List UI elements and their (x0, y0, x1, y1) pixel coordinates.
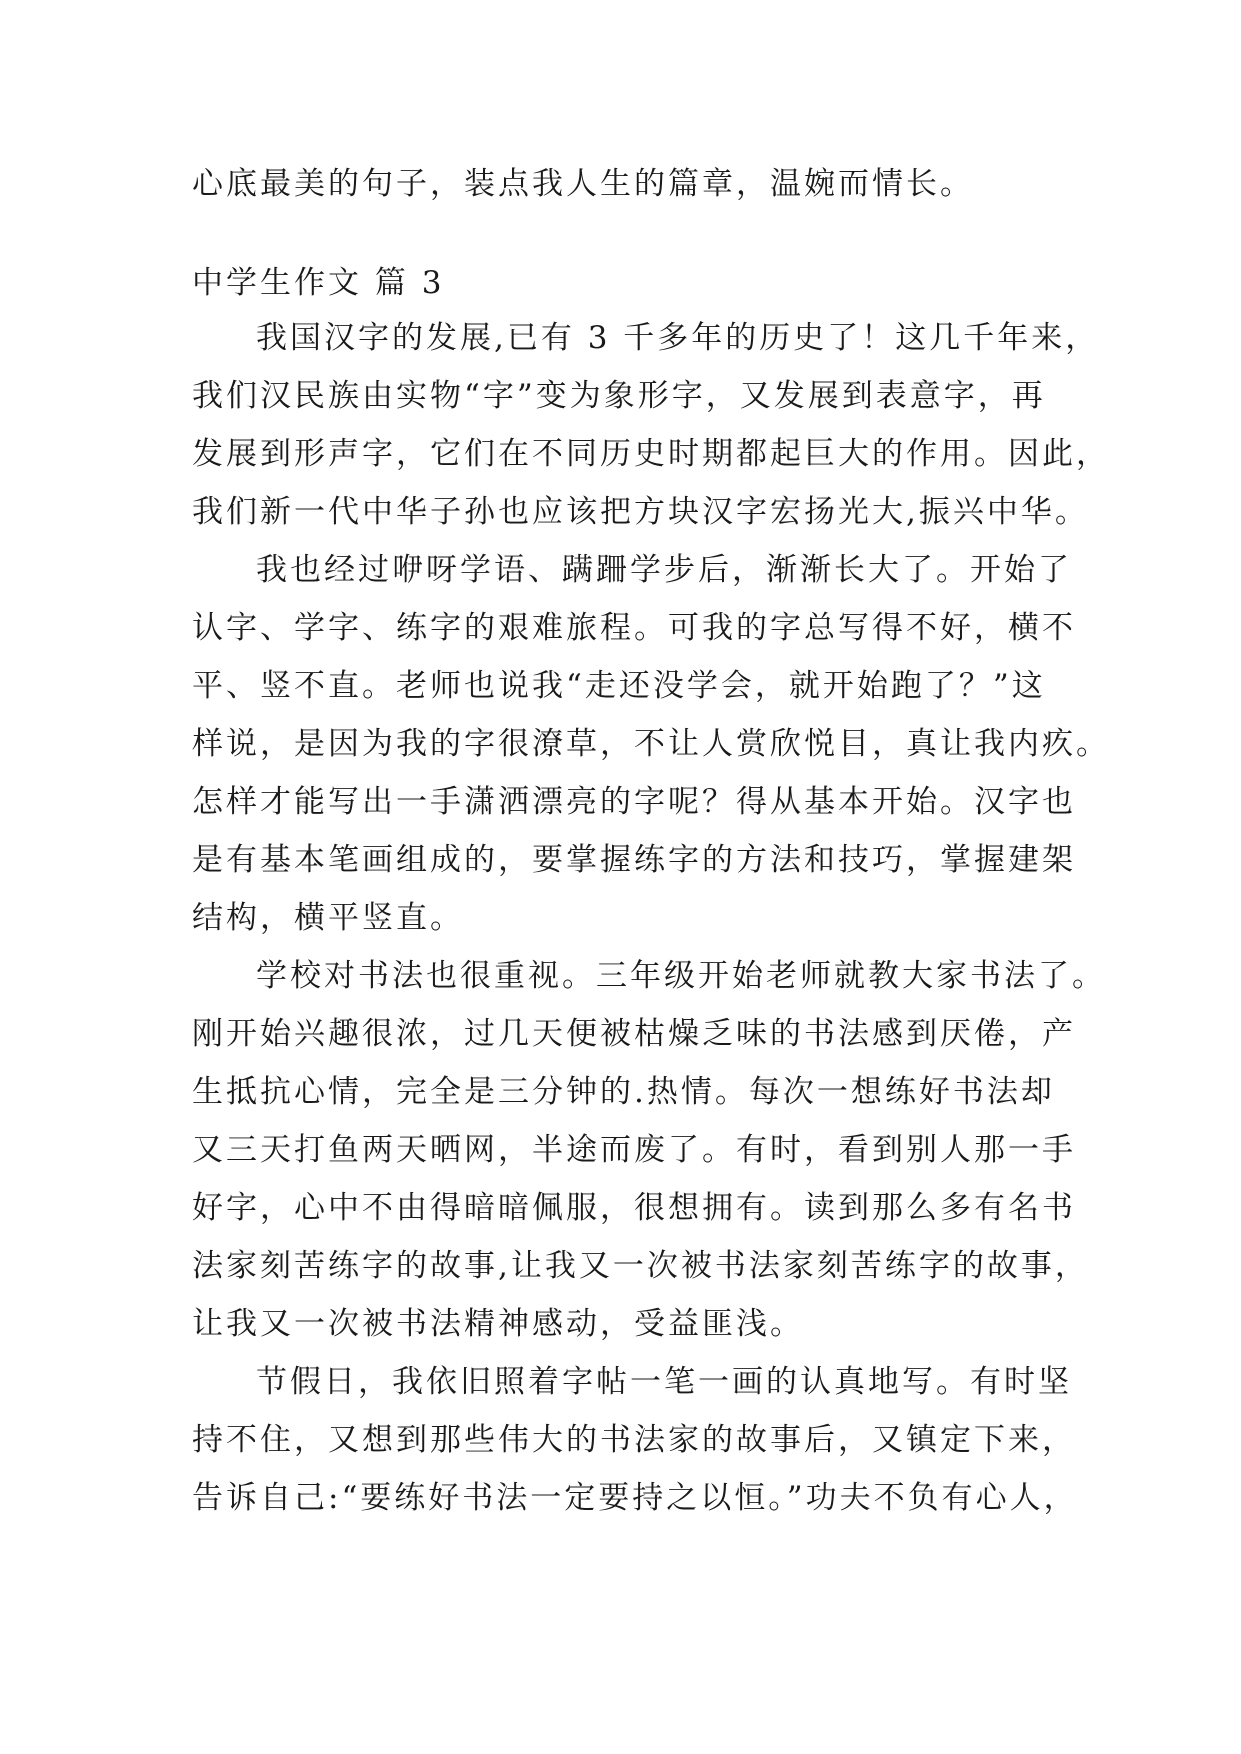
heading-text: 中学生作文 篇 3 (192, 265, 445, 301)
intro-line: 心底最美的句子，装点我人生的篇章，温婉而情长。 (192, 166, 974, 202)
paragraph-line: 让我又一次被书法精神感动，受益匪浅。 (192, 1306, 804, 1342)
paragraph-line: 结构，横平竖直。 (192, 900, 464, 936)
article-body (192, 309, 1110, 1527)
paragraph-line: 怎样才能写出一手潇洒漂亮的字呢？得从基本开始。汉字也 (192, 784, 1076, 820)
paragraph-4 (192, 1353, 1078, 1527)
paragraph-line: 是有基本笔画组成的，要掌握练字的方法和技巧，掌握建架 (192, 842, 1076, 878)
paragraph-line: 刚开始兴趣很浓，过几天便被枯燥乏味的书法感到厌倦，产 (192, 1016, 1076, 1052)
intro-text (192, 155, 1052, 213)
paragraph-line: 样说，是因为我的字很潦草，不让人赏欣悦目，真让我内疚。 (192, 726, 1110, 762)
paragraph-line: 节假日，我依旧照着字帖一笔一画的认真地写。有时坚 (256, 1364, 1072, 1400)
paragraph-line: 我也经过咿呀学语、蹒跚学步后，渐渐长大了。开始了 (256, 552, 1072, 588)
paragraph-line: 平、竖不直。老师也说我“走还没学会，就开始跑了？”这 (192, 668, 1046, 704)
paragraph-line: 告诉自己:“要练好书法一定要持之以恒。”功夫不负有心人， (192, 1480, 1078, 1516)
paragraph-line: 学校对书法也很重视。三年级开始老师就教大家书法了。 (256, 958, 1106, 994)
section-heading (192, 254, 1052, 312)
paragraph-line: 生抵抗心情，完全是三分钟的.热情。每次一想练好书法却 (192, 1074, 1055, 1110)
paragraph-line: 我们汉民族由实物“字”变为象形字，又发展到表意字，再 (192, 378, 1046, 414)
paragraph-line: 我国汉字的发展,已有 3 千多年的历史了！这几千年来， (256, 320, 1100, 356)
paragraph-line: 我们新一代中华子孙也应该把方块汉字宏扬光大,振兴中华。 (192, 494, 1089, 530)
paragraph-2 (192, 541, 1110, 947)
paragraph-line: 认字、学字、练字的艰难旅程。可我的字总写得不好，横不 (192, 610, 1076, 646)
paragraph-line: 持不住，又想到那些伟大的书法家的故事后，又镇定下来， (192, 1422, 1076, 1458)
paragraph-line: 又三天打鱼两天晒网，半途而废了。有时，看到别人那一手 (192, 1132, 1076, 1168)
paragraph-line: 法家刻苦练字的故事,让我又一次被书法家刻苦练字的故事， (192, 1248, 1089, 1284)
paragraph-line: 发展到形声字，它们在不同历史时期都起巨大的作用。因此， (192, 436, 1110, 472)
paragraph-line: 好字，心中不由得暗暗佩服，很想拥有。读到那么多有名书 (192, 1190, 1076, 1226)
paragraph-1 (192, 309, 1110, 541)
paragraph-3 (192, 947, 1106, 1353)
